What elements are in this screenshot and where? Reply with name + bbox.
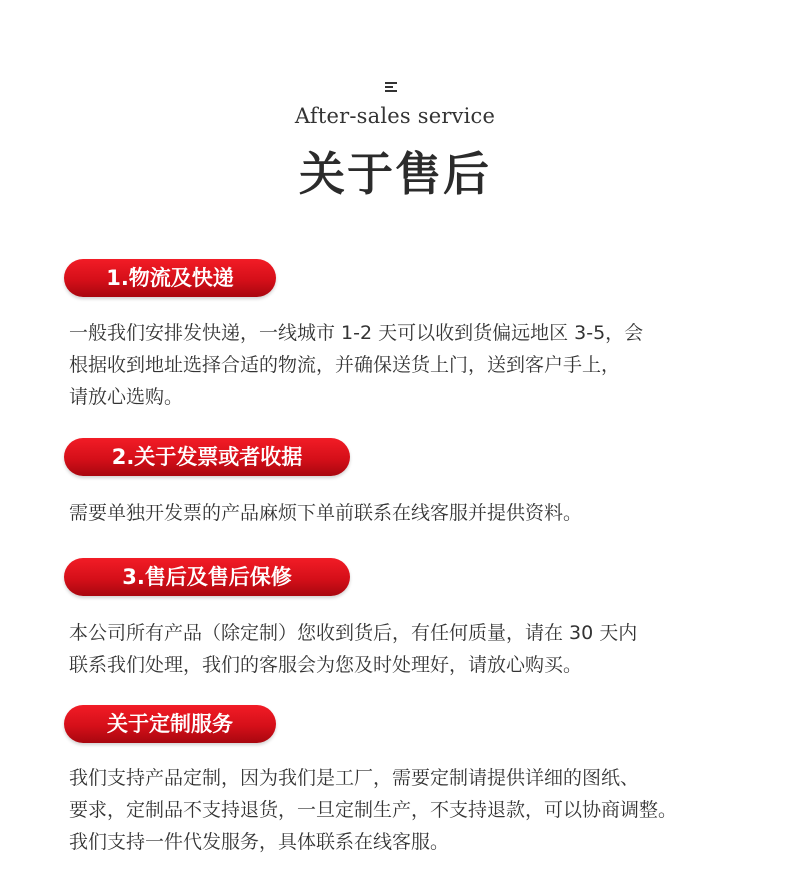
page-title: 关于售后 xyxy=(299,147,491,201)
menu-lines-icon xyxy=(385,82,397,93)
section-text-logistics xyxy=(69,317,749,413)
text-line: 需要单独开发票的产品麻烦下单前联系在线客服并提供资料。 xyxy=(69,502,583,524)
section-badge-customization: 关于定制服务 xyxy=(64,705,276,743)
text-line: 要求，定制品不支持退货，一旦定制生产，不支持退款，可以协商调整。 xyxy=(69,799,678,821)
section-text-customization xyxy=(69,762,749,858)
text-line: 我们支持一件代发服务，具体联系在线客服。 xyxy=(69,831,450,853)
section-badge-warranty: 3.售后及售后保修 xyxy=(64,558,350,596)
text-line: 请放心选购。 xyxy=(69,386,184,408)
section-badge-logistics: 1.物流及快递 xyxy=(64,259,276,297)
section-text-warranty xyxy=(69,617,749,681)
section-badge-invoice: 2.关于发票或者收据 xyxy=(64,438,350,476)
text-line: 根据收到地址选择合适的物流，并确保送货上门，送到客户手上， xyxy=(69,354,621,376)
text-line: 一般我们安排发快递，一线城市 1-2 天可以收到货偏远地区 3-5，会 xyxy=(69,322,644,344)
section-text-invoice xyxy=(69,497,749,529)
page-subtitle: After-sales service xyxy=(294,104,496,128)
text-line: 联系我们处理，我们的客服会为您及时处理好，请放心购买。 xyxy=(69,654,583,676)
text-line: 本公司所有产品（除定制）您收到货后，有任何质量，请在 30 天内 xyxy=(69,622,638,644)
text-line: 我们支持产品定制，因为我们是工厂，需要定制请提供详细的图纸、 xyxy=(69,767,640,789)
